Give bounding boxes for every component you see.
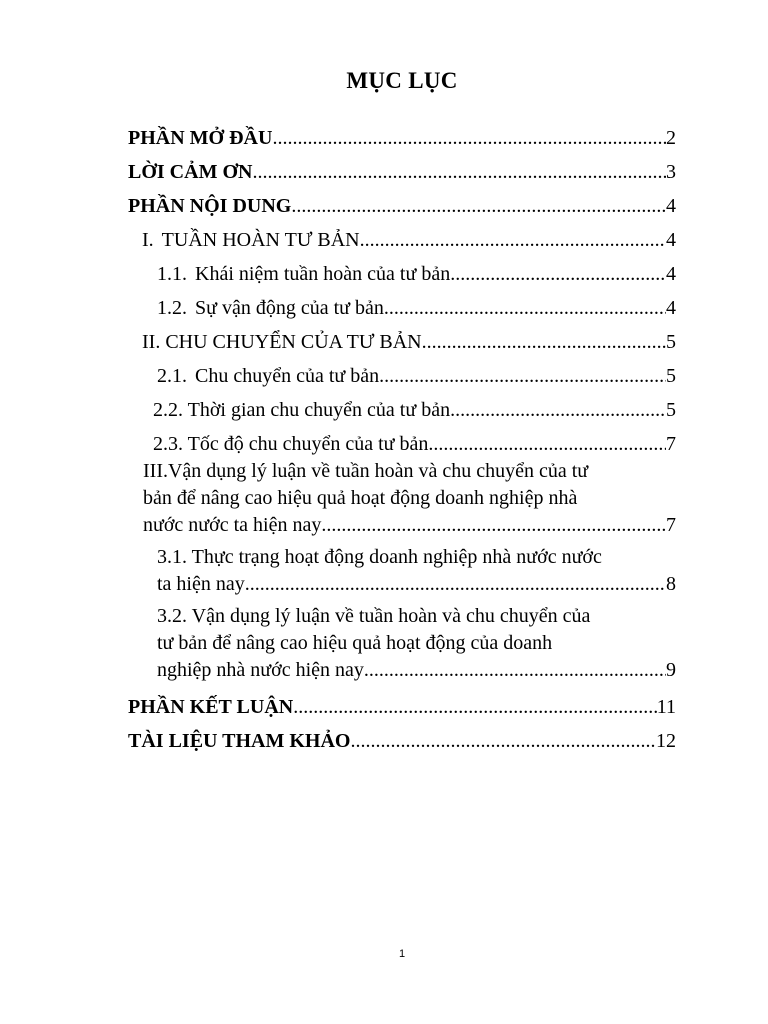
toc-entry-page: 3 <box>666 161 676 183</box>
toc-entry-label: Chu chuyển của tư bản <box>195 365 380 387</box>
toc-entry-label: Sự vận động của tư bản <box>195 297 384 319</box>
toc-entry-page: 5 <box>666 365 676 387</box>
toc-entry-section-3[interactable] <box>143 458 676 539</box>
table-of-contents <box>128 118 676 755</box>
toc-entry-label: nước nước ta hiện nay <box>143 514 322 536</box>
toc-entry-page: 9 <box>666 659 676 681</box>
toc-entry-label: II. CHU CHUYỂN CỦA TƯ BẢN <box>142 331 422 353</box>
dot-leader <box>293 694 657 721</box>
dot-leader <box>422 329 666 356</box>
toc-entry-page: 2 <box>666 127 676 149</box>
toc-entry-content[interactable] <box>128 186 676 220</box>
dot-leader <box>379 363 666 390</box>
toc-entry-page: 4 <box>666 263 676 285</box>
toc-entry-page: 4 <box>666 229 676 251</box>
toc-entry-line: III.Vận dụng lý luận về tuần hoàn và chu chuyển của tư <box>143 460 589 482</box>
toc-entry-section-1[interactable] <box>142 220 676 254</box>
toc-entry-label: PHẦN KẾT LUẬN <box>128 696 294 718</box>
toc-entry-number: 1.1. <box>157 263 187 285</box>
dot-leader <box>321 512 666 539</box>
toc-entry-label: Khái niệm tuần hoàn của tư bản <box>195 263 451 285</box>
toc-entry-label: TUẦN HOÀN TƯ BẢN <box>161 229 360 251</box>
toc-entry-2-1[interactable] <box>157 356 676 390</box>
dot-leader <box>364 657 666 684</box>
dot-leader <box>291 193 666 220</box>
dot-leader <box>350 728 656 755</box>
toc-entry-page: 4 <box>666 297 676 319</box>
toc-entry-number: 2.1. <box>157 365 187 387</box>
toc-entry-page: 5 <box>666 331 676 353</box>
toc-entry-number: I. <box>142 229 154 251</box>
toc-entry-label: nghiệp nhà nước hiện nay <box>157 659 364 681</box>
toc-entry-line: bản để nâng cao hiệu quả hoạt động doanh nghiệp nhà <box>143 487 578 509</box>
toc-entry-references[interactable] <box>128 721 676 755</box>
toc-entry-line: 3.1. Thực trạng hoạt động doanh nghiệp nhà nước nước <box>157 546 602 568</box>
dot-leader <box>272 125 666 152</box>
toc-entry-page: 12 <box>656 730 676 752</box>
toc-entry-2-2[interactable] <box>153 390 676 424</box>
toc-entry-label: PHẦN MỞ ĐẦU <box>128 127 273 149</box>
toc-entry-page: 5 <box>666 399 676 421</box>
toc-entry-1-2[interactable] <box>157 288 676 322</box>
dot-leader <box>428 431 666 458</box>
toc-entry-label: ta hiện nay <box>157 573 245 595</box>
toc-entry-label: LỜI CẢM ƠN <box>128 161 253 183</box>
toc-entry-page: 11 <box>656 696 676 718</box>
toc-entry-label: 2.3. Tốc độ chu chuyển của tư bản <box>153 433 429 455</box>
toc-entry-2-3[interactable] <box>153 424 676 458</box>
toc-entry-line: 3.2. Vận dụng lý luận về tuần hoàn và chu chuyển của <box>157 605 591 627</box>
page-number: 1 <box>398 948 406 960</box>
toc-entry-conclusion[interactable] <box>128 687 676 721</box>
toc-entry-page: 7 <box>666 433 676 455</box>
dot-leader <box>245 571 666 598</box>
toc-entry-1-1[interactable] <box>157 254 676 288</box>
dot-leader <box>450 261 666 288</box>
toc-entry-3-2[interactable] <box>157 603 676 684</box>
toc-entry-label: 2.2. Thời gian chu chuyển của tư bản <box>153 399 451 421</box>
toc-title: MỤC LỤC <box>346 68 458 93</box>
toc-entry-page: 7 <box>666 514 676 536</box>
toc-entry-3-1[interactable] <box>157 544 676 598</box>
toc-entry-page: 4 <box>666 195 676 217</box>
toc-entry-label: PHẦN NỘI DUNG <box>128 195 292 217</box>
dot-leader <box>384 295 666 322</box>
toc-entry-line: tư bản để nâng cao hiệu quả hoạt động của doanh <box>157 632 553 654</box>
toc-entry-section-2[interactable] <box>142 322 676 356</box>
toc-entry-acknowledgements[interactable] <box>128 152 676 186</box>
toc-entry-number: 1.2. <box>157 297 187 319</box>
toc-entry-page: 8 <box>666 573 676 595</box>
dot-leader <box>360 227 666 254</box>
dot-leader <box>252 159 666 186</box>
toc-entry-introduction[interactable] <box>128 118 676 152</box>
toc-entry-label: TÀI LIỆU THAM KHẢO <box>128 730 351 752</box>
dot-leader <box>450 397 666 424</box>
